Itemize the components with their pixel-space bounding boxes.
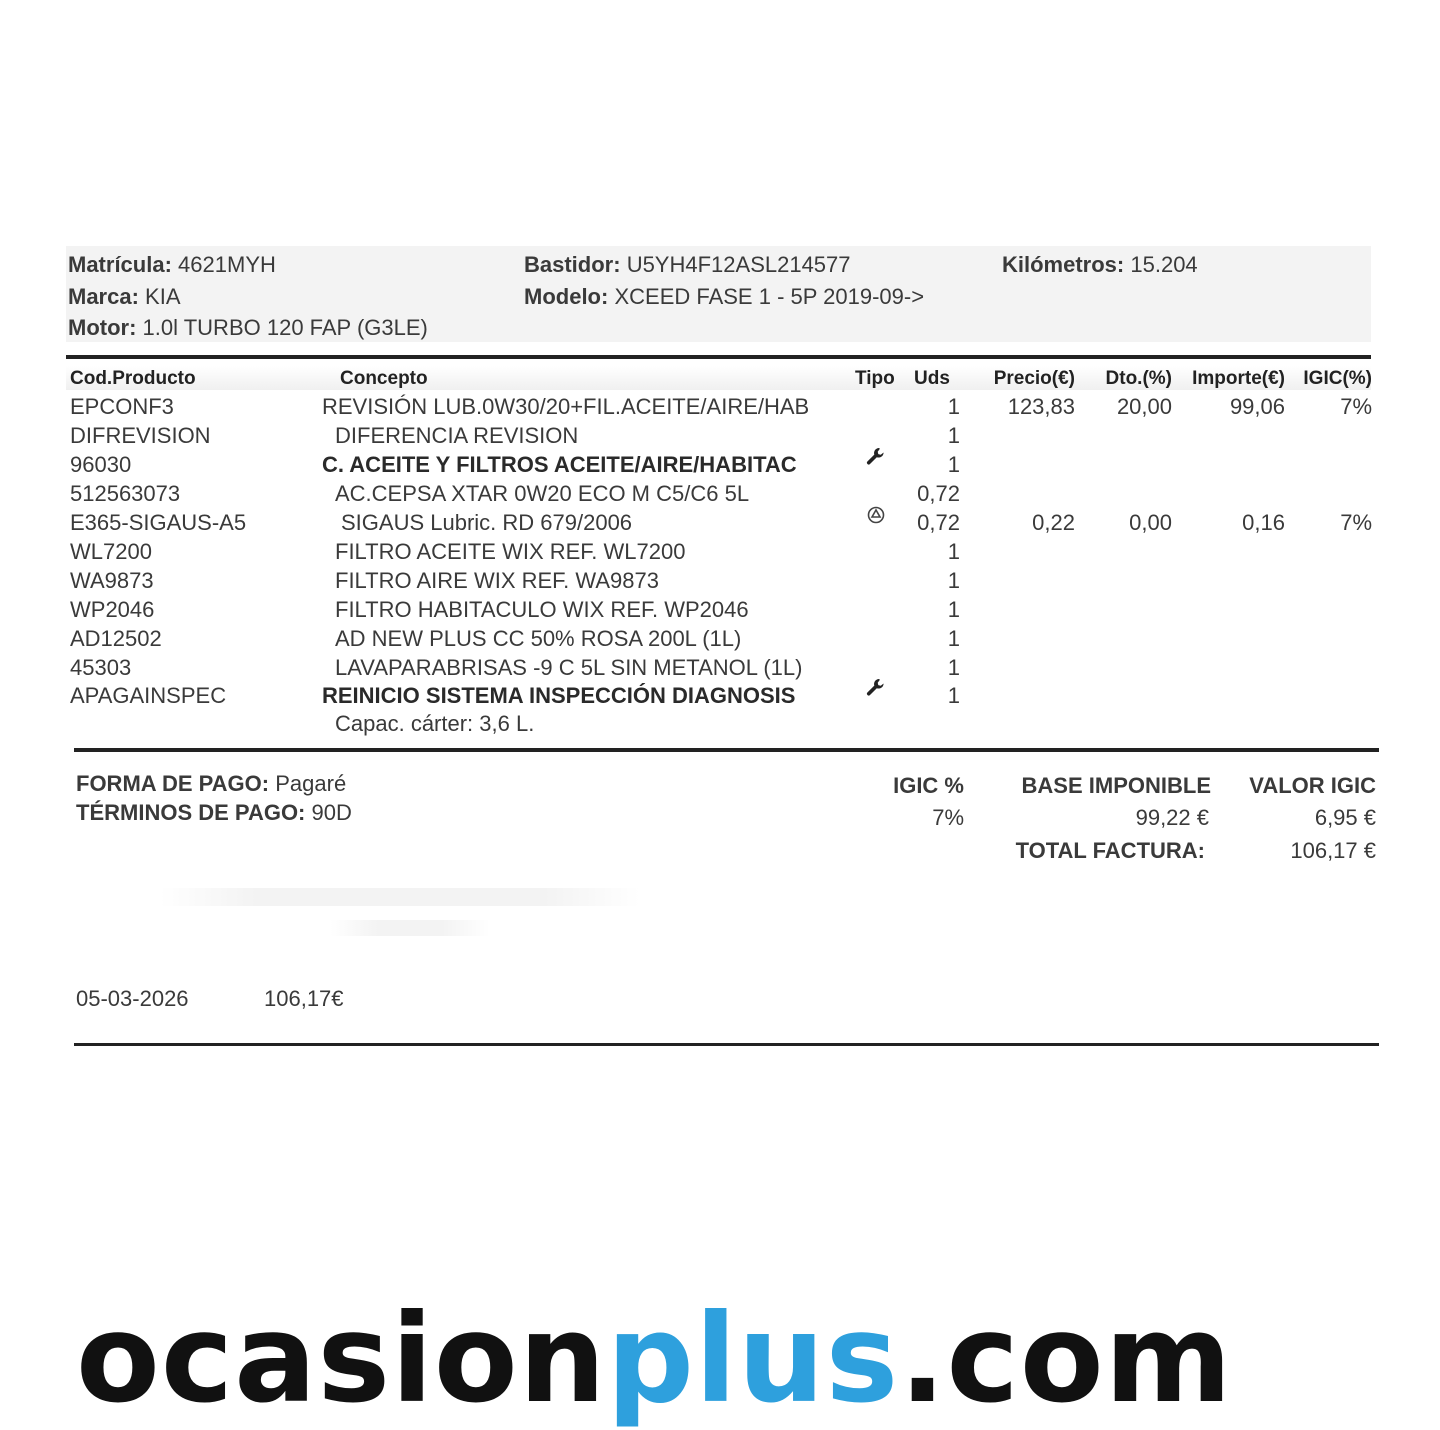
row-concept: REVISIÓN LUB.0W30/20+FIL.ACEITE/AIRE/HAB: [322, 394, 810, 419]
summary-valor-header: VALOR IGIC: [1249, 773, 1376, 798]
row-concept: DIFERENCIA REVISION: [335, 423, 579, 448]
summary-igic-value: 7%: [932, 805, 964, 830]
header-uds: Uds: [914, 368, 950, 389]
kilometros-label: Kilómetros:: [1002, 252, 1125, 277]
row-code: WP2046: [70, 597, 155, 622]
row-concept: AD NEW PLUS CC 50% ROSA 200L (1L): [335, 626, 742, 651]
table-row: [0, 626, 1440, 655]
logo-part-plus: plus: [606, 1288, 900, 1430]
terminos-de-pago-value: 90D: [311, 800, 352, 825]
header-igic: IGIC(%): [1303, 368, 1372, 389]
wrench-icon: [864, 677, 888, 705]
row-code: WA9873: [70, 568, 154, 593]
header-cod-producto: Cod.Producto: [70, 368, 196, 389]
row-uds: 0,72: [917, 510, 960, 535]
table-row: [0, 568, 1440, 597]
faded-print: [330, 920, 490, 936]
row-importe: 0,16: [1242, 510, 1285, 535]
table-row: [0, 481, 1440, 510]
row-code: DIFREVISION: [70, 423, 211, 448]
summary-igic-header: IGIC %: [893, 773, 964, 798]
table-row: [0, 510, 1440, 539]
row-importe: 99,06: [1229, 394, 1285, 419]
modelo-value: XCEED FASE 1 - 5P 2019-09->: [614, 284, 925, 309]
modelo-label: Modelo:: [524, 284, 609, 309]
forma-de-pago-value: Pagaré: [275, 771, 347, 796]
row-uds: 0,72: [917, 481, 960, 506]
total-factura-value: 106,17 €: [1290, 838, 1376, 863]
row-concept: FILTRO HABITACULO WIX REF. WP2046: [335, 597, 749, 622]
row-igic: 7%: [1340, 394, 1372, 419]
recycle-icon: [864, 505, 888, 531]
summary-base-value: 99,22 €: [1135, 805, 1209, 830]
marca-field: [68, 284, 181, 310]
row-uds: 1: [947, 597, 960, 622]
table-header-band: [66, 366, 1371, 390]
row-code: APAGAINSPEC: [70, 683, 227, 708]
marca-value: KIA: [145, 284, 181, 309]
table-row: [0, 539, 1440, 568]
table-note: [0, 711, 1440, 740]
forma-de-pago-label: FORMA DE PAGO:: [76, 771, 270, 796]
table-row: [0, 655, 1440, 684]
modelo-field: [524, 284, 924, 310]
motor-value: 1.0l TURBO 120 FAP (G3LE): [142, 315, 428, 340]
matricula-label: Matrícula:: [68, 252, 172, 277]
kilometros-field: [1002, 252, 1198, 278]
row-uds: 1: [947, 568, 960, 593]
total-factura-label: TOTAL FACTURA:: [1015, 838, 1205, 863]
row-dto: 0,00: [1129, 510, 1172, 535]
summary-base-header: BASE IMPONIBLE: [1021, 773, 1211, 798]
row-uds: 1: [947, 452, 960, 477]
row-precio: 123,83: [1007, 394, 1075, 419]
row-concept: AC.CEPSA XTAR 0W20 ECO M C5/C6 5L: [335, 481, 750, 506]
header-concepto: Concepto: [340, 368, 428, 389]
row-uds: 1: [947, 683, 960, 708]
row-concept: SIGAUS Lubric. RD 679/2006: [341, 510, 633, 535]
header-importe: Importe(€): [1192, 368, 1285, 389]
row-concept: FILTRO ACEITE WIX REF. WL7200: [335, 539, 686, 564]
row-concept: C. ACEITE Y FILTROS ACEITE/AIRE/HABITAC: [322, 452, 797, 477]
bastidor-value: U5YH4F12ASL214577: [626, 252, 851, 277]
ocasionplus-logo: [76, 1288, 1233, 1430]
table-row: [0, 394, 1440, 423]
row-uds: 1: [947, 394, 960, 419]
row-code: AD12502: [70, 626, 162, 651]
wrench-icon: [864, 446, 888, 474]
table-row: [0, 423, 1440, 452]
table-row: [0, 683, 1440, 712]
row-uds: 1: [947, 423, 960, 448]
row-concept: REINICIO SISTEMA INSPECCIÓN DIAGNOSIS: [322, 683, 796, 708]
faded-print: [160, 888, 640, 906]
due-date: 05-03-2026: [76, 986, 189, 1011]
carter-capacity-note: Capac. cárter: 3,6 L.: [335, 711, 535, 736]
table-row: [0, 452, 1440, 481]
marca-label: Marca:: [68, 284, 139, 309]
matricula-value: 4621MYH: [178, 252, 276, 277]
row-code: 45303: [70, 655, 132, 680]
motor-field: [68, 315, 428, 341]
row-dto: 20,00: [1116, 394, 1172, 419]
header-tipo: Tipo: [855, 368, 895, 389]
row-uds: 1: [947, 626, 960, 651]
matricula-field: [68, 252, 276, 278]
header-precio: Precio(€): [993, 368, 1075, 389]
row-igic: 7%: [1340, 510, 1372, 535]
row-precio: 0,22: [1032, 510, 1075, 535]
due-amount: 106,17€: [264, 986, 344, 1011]
table-row: [0, 597, 1440, 626]
divider-top: [66, 355, 1371, 359]
row-code: 512563073: [70, 481, 181, 506]
summary-valor-value: 6,95 €: [1314, 805, 1376, 830]
row-uds: 1: [947, 539, 960, 564]
kilometros-value: 15.204: [1130, 252, 1198, 277]
row-code: EPCONF3: [70, 394, 174, 419]
terminos-de-pago: [76, 800, 352, 826]
bastidor-field: [524, 252, 851, 278]
row-concept: FILTRO AIRE WIX REF. WA9873: [335, 568, 659, 593]
row-uds: 1: [947, 655, 960, 680]
row-code: 96030: [70, 452, 132, 477]
divider-bottom: [74, 1043, 1379, 1046]
terminos-de-pago-label: TÉRMINOS DE PAGO:: [76, 800, 306, 825]
header-dto: Dto.(%): [1105, 368, 1172, 389]
logo-part-com: .com: [899, 1288, 1233, 1430]
logo-part-ocasion: ocasion: [76, 1288, 607, 1430]
row-code: E365-SIGAUS-A5: [70, 510, 247, 535]
forma-de-pago: [76, 771, 346, 797]
row-code: WL7200: [70, 539, 152, 564]
divider-middle: [74, 748, 1379, 752]
motor-label: Motor:: [68, 315, 137, 340]
row-concept: LAVAPARABRISAS -9 C 5L SIN METANOL (1L): [335, 655, 803, 680]
bastidor-label: Bastidor:: [524, 252, 621, 277]
